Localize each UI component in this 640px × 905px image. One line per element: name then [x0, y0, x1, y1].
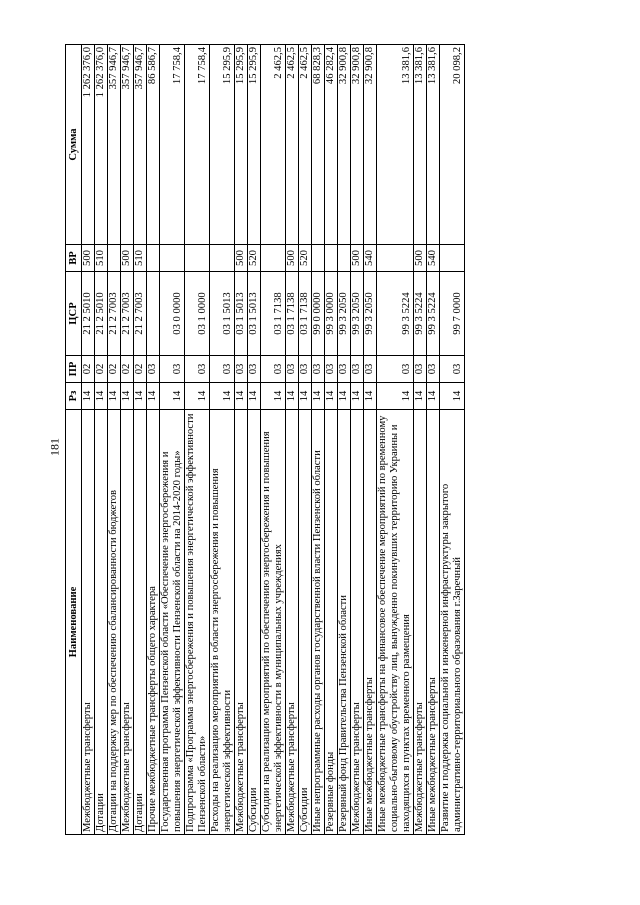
cell-name: Иные межбюджетные трансферты на финансовое обеспечение мероприятий по временному социально-бытовому обустройству лиц, вынужденно покинувших территорию Украины и находящихся в пунктах временного размещения [377, 410, 414, 835]
cell-rz: 14 [312, 383, 325, 410]
cell-vr: 500 [351, 245, 364, 272]
cell-name: Подпрограмма «Программа энергосбережения и повышения энергетической эффективности Пензенской области» [185, 410, 210, 835]
cell-name: Иные межбюджетные трансферты [427, 410, 440, 835]
table-row [147, 45, 160, 835]
table-row [364, 45, 377, 835]
cell-sum: 17 758,4 [160, 45, 185, 245]
table-row [108, 45, 121, 835]
cell-name: Расходы на реализацию мероприятий в области энергосбережения и повышения энергетической эффективности [210, 410, 235, 835]
cell-vr: 540 [364, 245, 377, 272]
cell-rz: 14 [235, 383, 248, 410]
table-row [312, 45, 325, 835]
cell-rz: 14 [286, 383, 299, 410]
cell-rz: 14 [299, 383, 312, 410]
table-row [325, 45, 338, 835]
cell-vr [377, 245, 414, 272]
cell-csr: 99 3 5224 [377, 272, 414, 356]
cell-name: Межбюджетные трансферты [414, 410, 427, 835]
cell-vr: 540 [427, 245, 440, 272]
cell-pr: 03 [364, 356, 377, 383]
table-row [261, 45, 286, 835]
header-name: Наименование [66, 410, 82, 835]
cell-pr: 02 [121, 356, 134, 383]
cell-name: Субсидии [299, 410, 312, 835]
cell-pr: 03 [338, 356, 351, 383]
cell-pr: 03 [286, 356, 299, 383]
cell-sum: 1 262 376,0 [95, 45, 108, 245]
table-row [377, 45, 414, 835]
cell-sum: 2 462,5 [299, 45, 312, 245]
cell-csr: 99 7 0000 [440, 272, 465, 356]
cell-sum: 46 282,4 [325, 45, 338, 245]
cell-sum: 32 900,8 [338, 45, 351, 245]
budget-table [65, 44, 465, 835]
cell-vr [338, 245, 351, 272]
header-csr: ЦСР [66, 272, 82, 356]
cell-rz: 14 [261, 383, 286, 410]
cell-csr: 03 1 7138 [286, 272, 299, 356]
cell-pr: 03 [351, 356, 364, 383]
cell-sum: 13 381,6 [377, 45, 414, 245]
cell-csr: 03 1 0000 [185, 272, 210, 356]
cell-vr [108, 245, 121, 272]
cell-vr [210, 245, 235, 272]
cell-sum: 32 900,8 [351, 45, 364, 245]
cell-vr [261, 245, 286, 272]
cell-pr: 03 [427, 356, 440, 383]
cell-vr: 500 [121, 245, 134, 272]
cell-pr: 03 [147, 356, 160, 383]
cell-name: Субсидии на реализацию мероприятий по обеспечению энергосбережения и повышения энергетической эффективности в муниципальных учреждениях [261, 410, 286, 835]
cell-vr [160, 245, 185, 272]
cell-vr: 520 [248, 245, 261, 272]
cell-csr: 21 2 7003 [108, 272, 121, 356]
table-row [82, 45, 95, 835]
cell-csr: 21 2 7003 [134, 272, 147, 356]
cell-vr [312, 245, 325, 272]
cell-pr: 03 [210, 356, 235, 383]
cell-rz: 14 [160, 383, 185, 410]
cell-vr: 510 [95, 245, 108, 272]
cell-sum: 15 295,9 [248, 45, 261, 245]
cell-name: Межбюджетные трансферты [286, 410, 299, 835]
cell-pr: 03 [312, 356, 325, 383]
cell-sum: 20 098,2 [440, 45, 465, 245]
cell-pr: 02 [108, 356, 121, 383]
cell-csr: 99 3 5224 [414, 272, 427, 356]
table-row [351, 45, 364, 835]
cell-vr [440, 245, 465, 272]
cell-sum: 2 462,5 [286, 45, 299, 245]
cell-csr: 03 1 5013 [235, 272, 248, 356]
cell-name: Прочие межбюджетные трансферты общего характера [147, 410, 160, 835]
header-sum: Сумма [66, 45, 82, 245]
budget-table-container [65, 45, 465, 835]
cell-sum: 357 946,7 [108, 45, 121, 245]
cell-rz: 14 [248, 383, 261, 410]
cell-rz: 14 [325, 383, 338, 410]
cell-csr: 21 2 5010 [82, 272, 95, 356]
cell-name: Межбюджетные трансферты [82, 410, 95, 835]
cell-name: Дотации [95, 410, 108, 835]
cell-pr: 03 [235, 356, 248, 383]
cell-csr: 99 3 2050 [338, 272, 351, 356]
header-pr: ПР [66, 356, 82, 383]
cell-pr: 03 [248, 356, 261, 383]
cell-csr: 99 3 5224 [427, 272, 440, 356]
cell-rz: 14 [338, 383, 351, 410]
cell-csr: 03 1 5013 [248, 272, 261, 356]
table-row [338, 45, 351, 835]
table-row [286, 45, 299, 835]
cell-vr: 510 [134, 245, 147, 272]
cell-sum: 32 900,8 [364, 45, 377, 245]
cell-rz: 14 [134, 383, 147, 410]
cell-csr: 03 1 5013 [210, 272, 235, 356]
cell-pr: 02 [82, 356, 95, 383]
cell-sum: 357 946,7 [121, 45, 134, 245]
cell-vr: 500 [286, 245, 299, 272]
cell-vr [147, 245, 160, 272]
cell-rz: 14 [147, 383, 160, 410]
cell-rz: 14 [440, 383, 465, 410]
cell-csr: 03 1 7138 [299, 272, 312, 356]
cell-rz: 14 [108, 383, 121, 410]
table-row [427, 45, 440, 835]
cell-sum: 17 758,4 [185, 45, 210, 245]
header-rz: Рз [66, 383, 82, 410]
cell-sum: 13 381,6 [414, 45, 427, 245]
table-row [134, 45, 147, 835]
cell-pr: 03 [377, 356, 414, 383]
table-row [248, 45, 261, 835]
cell-sum: 13 381,6 [427, 45, 440, 245]
cell-csr: 03 0 0000 [160, 272, 185, 356]
cell-sum: 15 295,9 [235, 45, 248, 245]
cell-csr: 99 0 0000 [312, 272, 325, 356]
cell-vr: 500 [82, 245, 95, 272]
cell-rz: 14 [351, 383, 364, 410]
cell-rz: 14 [210, 383, 235, 410]
table-row [210, 45, 235, 835]
cell-name: Резервные фонды [325, 410, 338, 835]
cell-pr: 03 [440, 356, 465, 383]
cell-pr: 03 [325, 356, 338, 383]
cell-name: Дотации [134, 410, 147, 835]
cell-sum: 86 586,7 [147, 45, 160, 245]
header-vr: ВР [66, 245, 82, 272]
cell-rz: 14 [185, 383, 210, 410]
table-row [95, 45, 108, 835]
page-number: 181 [47, 438, 62, 456]
cell-csr: 99 3 2050 [364, 272, 377, 356]
cell-name: Межбюджетные трансферты [235, 410, 248, 835]
cell-vr [325, 245, 338, 272]
cell-pr: 02 [95, 356, 108, 383]
cell-csr: 21 2 5010 [95, 272, 108, 356]
cell-name: Межбюджетные трансферты [121, 410, 134, 835]
cell-vr: 500 [235, 245, 248, 272]
cell-csr: 99 3 0000 [325, 272, 338, 356]
cell-csr: 03 1 7138 [261, 272, 286, 356]
cell-name: Иные межбюджетные трансферты [364, 410, 377, 835]
cell-name: Иные непрограммные расходы органов государственной власти Пензенской области [312, 410, 325, 835]
cell-sum: 15 295,9 [210, 45, 235, 245]
cell-pr: 03 [299, 356, 312, 383]
cell-sum: 357 946,7 [134, 45, 147, 245]
cell-rz: 14 [82, 383, 95, 410]
table-row [185, 45, 210, 835]
cell-csr: 99 3 2050 [351, 272, 364, 356]
cell-name: Резервный фонд Правительства Пензенской области [338, 410, 351, 835]
table-row [440, 45, 465, 835]
cell-rz: 14 [414, 383, 427, 410]
cell-csr [147, 272, 160, 356]
table-row [299, 45, 312, 835]
cell-name: Межбюджетные трансферты [351, 410, 364, 835]
cell-pr: 03 [261, 356, 286, 383]
table-row [160, 45, 185, 835]
cell-vr: 500 [414, 245, 427, 272]
table-body [82, 45, 465, 835]
cell-vr: 520 [299, 245, 312, 272]
cell-sum: 1 262 376,0 [82, 45, 95, 245]
table-row [121, 45, 134, 835]
table-row [414, 45, 427, 835]
cell-name: Государственная программа Пензенской области «Обеспечение энергосбережения и повышения энергетической эффективности Пензенской области на 2014-2020 годы» [160, 410, 185, 835]
cell-csr: 21 2 7003 [121, 272, 134, 356]
cell-rz: 14 [427, 383, 440, 410]
cell-name: Дотации на поддержку мер по обеспечению сбалансированности бюджетов [108, 410, 121, 835]
table-row [235, 45, 248, 835]
cell-rz: 14 [377, 383, 414, 410]
table-header-row [66, 45, 82, 835]
cell-sum: 2 462,5 [261, 45, 286, 245]
cell-rz: 14 [364, 383, 377, 410]
cell-name: Субсидии [248, 410, 261, 835]
cell-pr: 03 [160, 356, 185, 383]
cell-pr: 03 [414, 356, 427, 383]
cell-name: Развитие и поддержка социальной и инженерной инфраструктуры закрытого административно-территориального образования г.Заречный [440, 410, 465, 835]
cell-pr: 02 [134, 356, 147, 383]
cell-vr [185, 245, 210, 272]
cell-sum: 68 828,3 [312, 45, 325, 245]
cell-rz: 14 [95, 383, 108, 410]
cell-rz: 14 [121, 383, 134, 410]
cell-pr: 03 [185, 356, 210, 383]
